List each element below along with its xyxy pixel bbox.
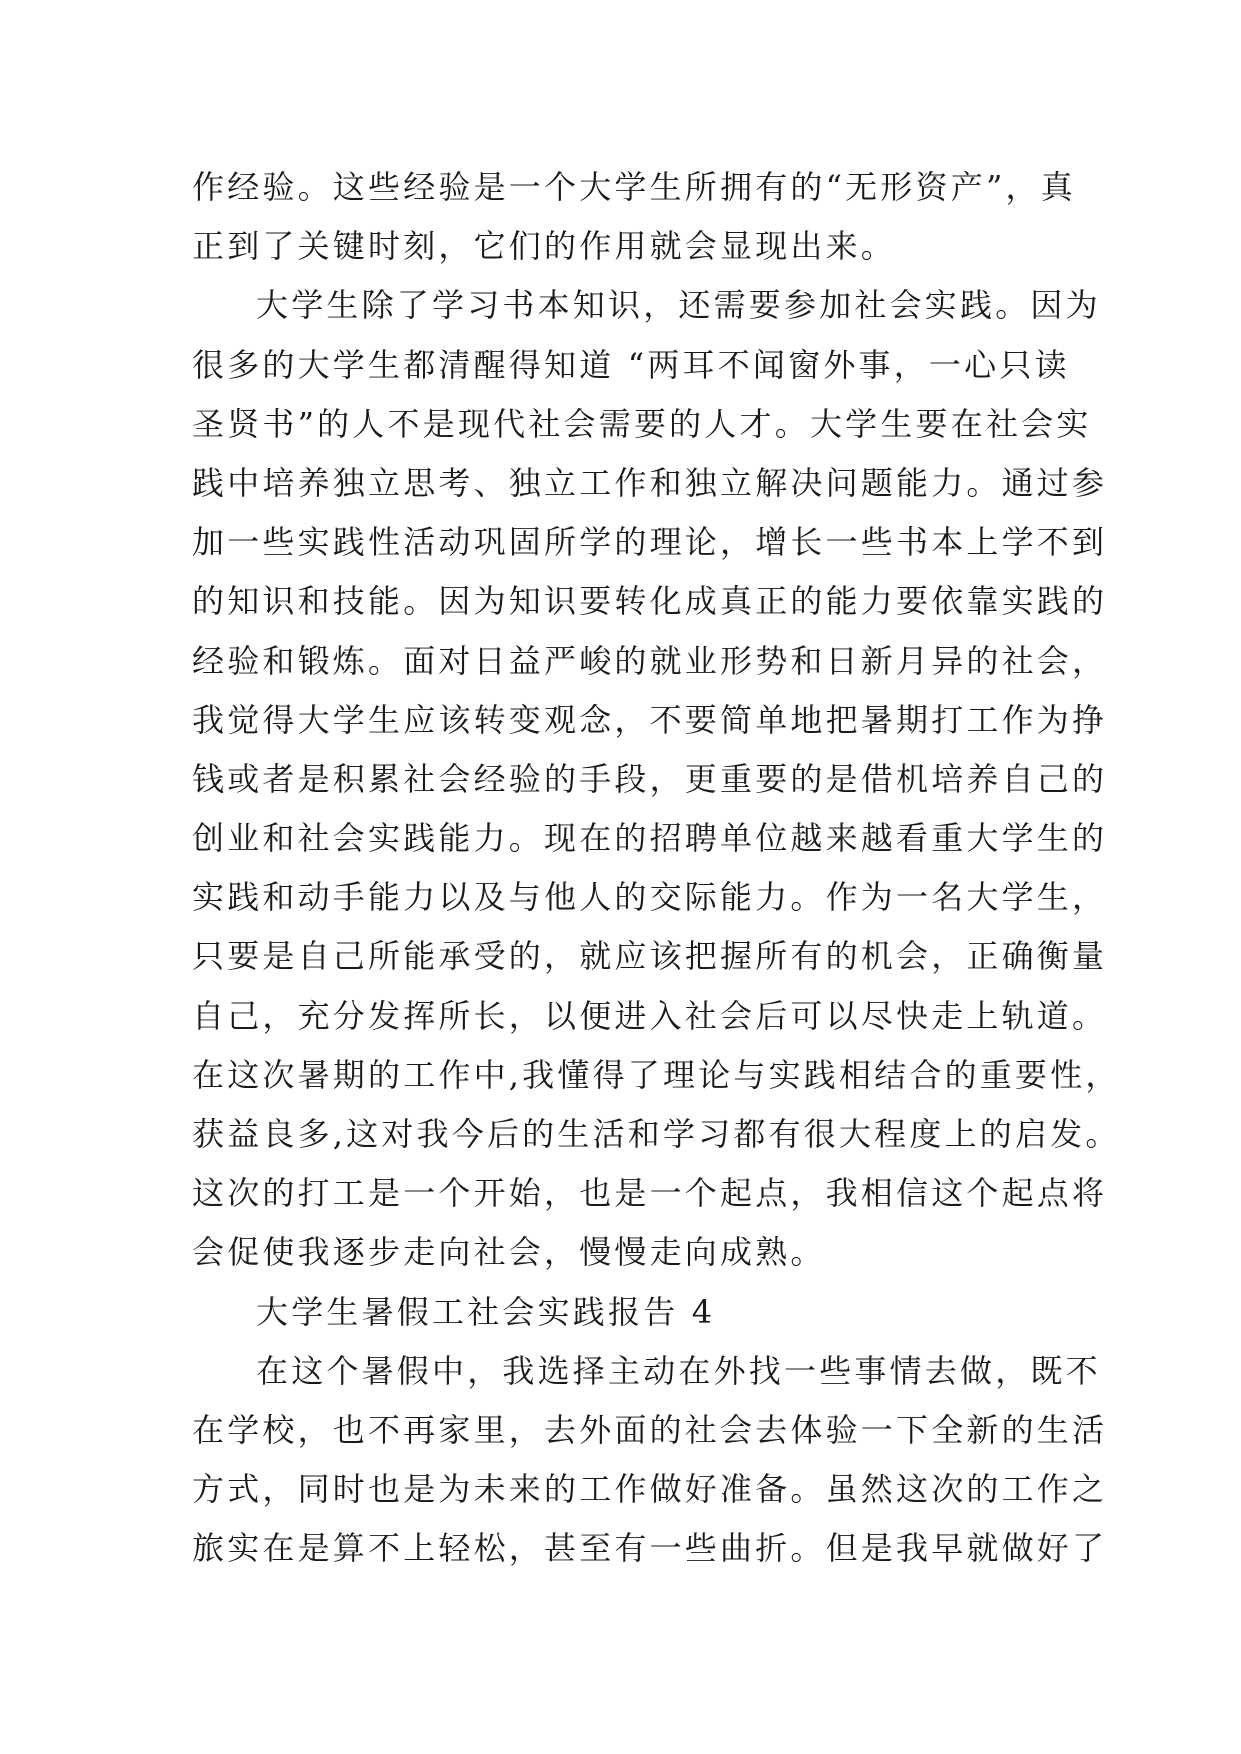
section-heading: 大学生暑假工社会实践报告 4 (256, 1292, 716, 1331)
text-line: 在学校，也不再家里，去外面的社会去体验一下全新的生活 (192, 1410, 1108, 1449)
text-line: 实践和动手能力以及与他人的交际能力。作为一名大学生， (192, 878, 1108, 917)
text-line: 旅实在是算不上轻松，甚至有一些曲折。但是我早就做好了 (192, 1529, 1108, 1568)
paragraph-start-line: 在这个暑假中，我选择主动在外找一些事情去做，既不 (256, 1351, 1101, 1390)
text-line: 钱或者是积累社会经验的手段，更重要的是借机培养自己的 (192, 759, 1108, 798)
text-line: 很多的大学生都清醒得知道 “两耳不闻窗外事，一心只读 (192, 345, 1070, 384)
text-line: 只要是自己所能承受的，就应该把握所有的机会，正确衡量 (192, 937, 1108, 976)
text-line: 的知识和技能。因为知识要转化成真正的能力要依靠实践的 (192, 582, 1108, 621)
body-text (192, 158, 1121, 1579)
text-line: 自己，充分发挥所长，以便进入社会后可以尽快走上轨道。 (192, 996, 1108, 1035)
text-line: 这次的打工是一个开始，也是一个起点，我相信这个起点将 (192, 1174, 1108, 1213)
text-line: 创业和社会实践能力。现在的招聘单位越来越看重大学生的 (192, 819, 1108, 858)
text-line: 在这次暑期的工作中,我懂得了理论与实践相结合的重要性， (192, 1055, 1121, 1094)
text-line: 会促使我逐步走向社会，慢慢走向成熟。 (192, 1233, 826, 1272)
paragraph-start-line: 大学生除了学习书本知识，还需要参加社会实践。因为 (256, 286, 1101, 325)
text-line: 方式，同时也是为未来的工作做好准备。虽然这次的工作之 (192, 1470, 1108, 1509)
text-line: 践中培养独立思考、独立工作和独立解决问题能力。通过参 (192, 463, 1108, 502)
text-line: 获益良多,这对我今后的生活和学习都有很大程度上的启发。 (192, 1115, 1121, 1153)
text-line: 圣贤书”的人不是现代社会需要的人才。大学生要在社会实 (192, 404, 1092, 443)
text-line: 作经验。这些经验是一个大学生所拥有的“无形资产”，真 (192, 168, 1076, 206)
text-line: 我觉得大学生应该转变观念，不要简单地把暑期打工作为挣 (192, 700, 1108, 739)
text-line: 正到了关键时刻，它们的作用就会显现出来。 (192, 227, 897, 266)
text-line: 经验和锻炼。面对日益严峻的就业形势和日新月异的社会， (192, 641, 1108, 680)
text-line: 加一些实践性活动巩固所学的理论，增长一些书本上学不到 (192, 523, 1108, 562)
